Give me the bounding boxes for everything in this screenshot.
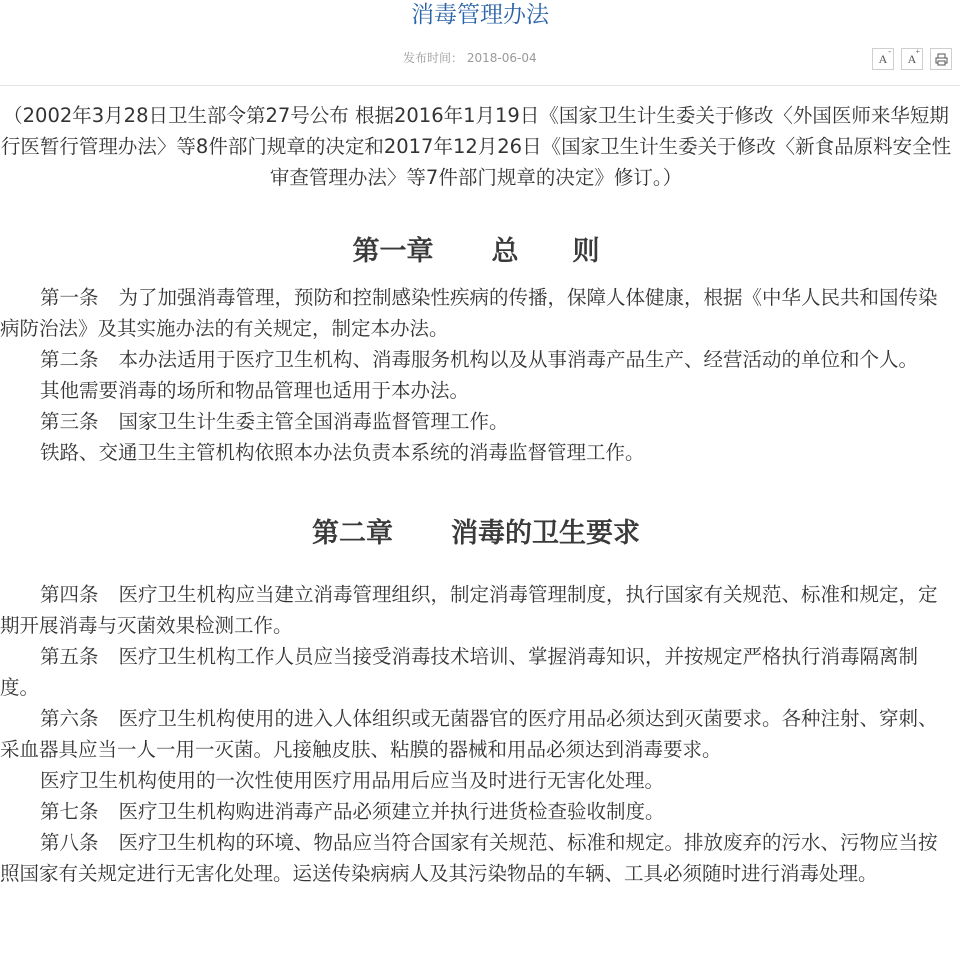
publish-label: 发布时间：: [403, 51, 464, 65]
publish-info: [403, 50, 537, 66]
article-paragraph: 第四条 医疗卫生机构应当建立消毒管理组织，制定消毒管理制度，执行国家有关规范、标准和规定，定期开展消毒与灭菌效果检测工作。: [0, 583, 938, 637]
header-divider: [0, 85, 960, 86]
article-paragraph: 第六条 医疗卫生机构使用的进入人体组织或无菌器官的医疗用品必须达到灭菌要求。各种注射、穿刺、采血器具应当一人一用一灭菌。凡接触皮肤、粘膜的器械和用品必须达到消毒要求。: [0, 707, 938, 761]
chapter-heading: 第二章 消毒的卫生要求: [312, 518, 640, 549]
document-body: [0, 100, 952, 889]
page-title: 消毒管理办法: [411, 2, 549, 28]
chapter-heading: 第一章 总 则: [352, 236, 600, 267]
article-paragraph: 第五条 医疗卫生机构工作人员应当接受消毒技术培训、掌握消毒知识，并按规定严格执行消毒隔离制度。: [0, 645, 919, 699]
article-paragraph: 第八条 医疗卫生机构的环境、物品应当符合国家有关规范、标准和规定。排放废弃的污水、污物应当按照国家有关规定进行无害化处理。运送传染病病人及其污染物品的车辆、工具必须随时进行消毒处理。: [0, 831, 938, 885]
article-paragraph: 第二条 本办法适用于医疗卫生机构、消毒服务机构以及从事消毒产品生产、经营活动的单位和个人。: [40, 348, 919, 371]
article-paragraph: 第一条 为了加强消毒管理，预防和控制感染性疾病的传播，保障人体健康，根据《中华人民共和国传染病防治法》及其实施办法的有关规定，制定本办法。: [0, 286, 938, 340]
article-paragraph: 其他需要消毒的场所和物品管理也适用于本办法。: [40, 379, 470, 402]
article-paragraph: 第三条 国家卫生计生委主管全国消毒监督管理工作。: [40, 410, 509, 433]
article-paragraph: 医疗卫生机构使用的一次性使用医疗用品用后应当及时进行无害化处理。: [40, 769, 665, 792]
document-preamble: （2002年3月28日卫生部令第27号公布 根据2016年1月19日《国家卫生计生委关于修改〈外国医师来华短期行医暂行管理办法〉等8件部门规章的决定和2017年12月26日《国家卫生计生委关于修改〈新食品原料安全性审查管理办法〉等7件部门规章的决定》修订。）: [0, 104, 952, 189]
font-decrease-button[interactable]: [872, 48, 894, 70]
font-decrease-icon: A -: [878, 47, 891, 66]
font-increase-button[interactable]: [901, 48, 923, 70]
reader-toolbar: [872, 48, 952, 70]
print-button[interactable]: [930, 48, 952, 70]
article-paragraph: 第七条 医疗卫生机构购进消毒产品必须建立并执行进货检查验收制度。: [40, 800, 665, 823]
font-increase-icon: A +: [907, 47, 920, 66]
article-paragraph: 铁路、交通卫生主管机构依照本办法负责本系统的消毒监督管理工作。: [40, 441, 645, 464]
publish-date: 2018-06-04: [466, 51, 537, 65]
print-icon: [935, 53, 948, 66]
